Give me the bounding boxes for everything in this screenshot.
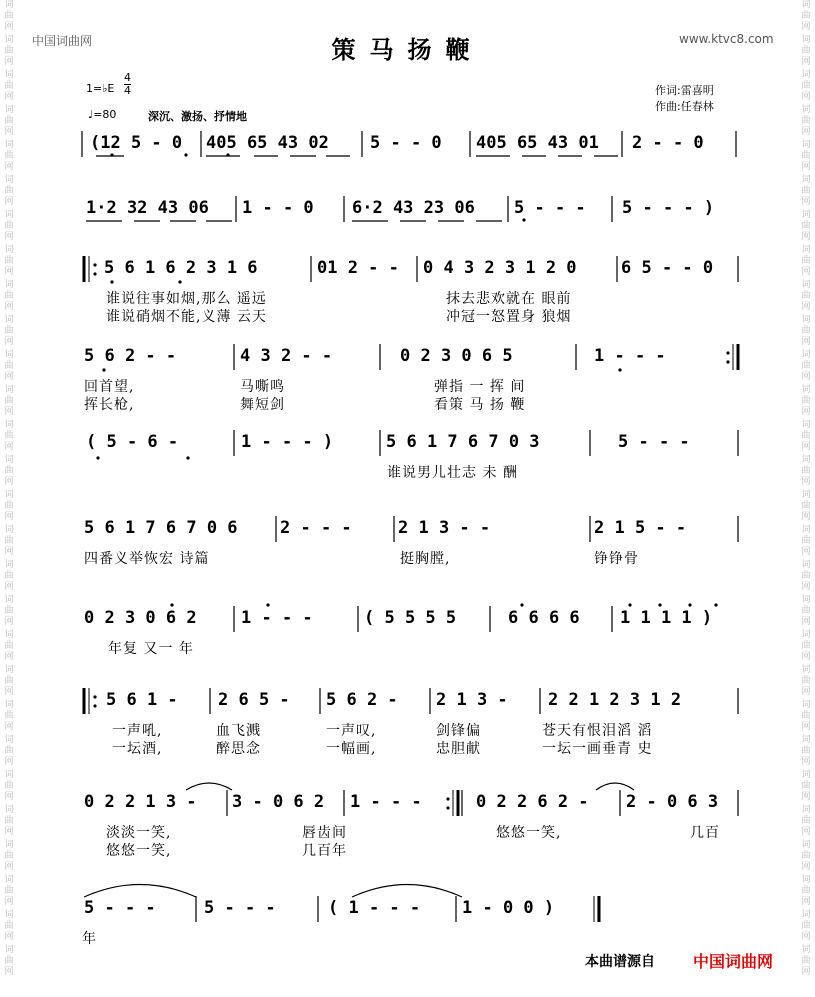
- watermark-char: 网: [4, 862, 14, 872]
- watermark-char: 曲: [4, 816, 14, 826]
- key-prefix: 1=: [86, 82, 103, 95]
- watermark-char: 曲: [801, 641, 811, 651]
- watermark-char: 曲: [4, 151, 14, 161]
- watermark-char: 网: [4, 687, 14, 697]
- watermark-char: 曲: [801, 81, 811, 91]
- watermark-char: 网: [4, 897, 14, 907]
- watermark-char: 词: [4, 245, 14, 255]
- repeat-dot: [446, 797, 449, 800]
- watermark-char: 网: [4, 512, 14, 522]
- watermark-char: 词: [4, 385, 14, 395]
- watermark-char: 网: [801, 757, 811, 767]
- measure-notes: 5 - - -: [204, 898, 276, 918]
- time-top: 4: [124, 71, 131, 84]
- watermark-char: 曲: [801, 256, 811, 266]
- measure-notes: ( 5 5 5 5: [364, 608, 457, 628]
- site-name-left: 中国词曲网: [32, 34, 93, 48]
- slur: [352, 885, 462, 898]
- watermark-char: 曲: [801, 606, 811, 616]
- lyric-verse-1: 淡淡一笑,: [106, 825, 172, 841]
- watermark-char: 曲: [801, 956, 811, 966]
- watermark-char: 词: [4, 525, 14, 535]
- lyric-verse-1: 马嘶鸣: [240, 379, 285, 395]
- watermark-char: 词: [801, 770, 811, 780]
- watermark-char: 曲: [801, 851, 811, 861]
- measure-notes: 1·2 32 43 06: [86, 198, 209, 218]
- watermark-char: 网: [801, 57, 811, 67]
- watermark-char: 曲: [4, 326, 14, 336]
- octave-dot: [520, 603, 523, 606]
- watermark-char: 词: [801, 280, 811, 290]
- watermark-char: 词: [801, 35, 811, 45]
- watermark-char: 网: [4, 652, 14, 662]
- tempo-value: =80: [93, 108, 117, 121]
- watermark-char: 网: [4, 197, 14, 207]
- watermark-char: 网: [801, 862, 811, 872]
- lyric-verse-1: 几百: [690, 825, 720, 841]
- lyric-verse-2: 忠胆献: [436, 741, 481, 757]
- watermark-char: 网: [4, 302, 14, 312]
- watermark-char: 网: [801, 932, 811, 942]
- watermark-char: 网: [4, 372, 14, 382]
- watermark-char: 曲: [801, 431, 811, 441]
- watermark-char: 网: [4, 477, 14, 487]
- watermark-char: 词: [4, 105, 14, 115]
- watermark-char: 曲: [801, 186, 811, 196]
- watermark-char: 词: [4, 140, 14, 150]
- watermark-char: 网: [4, 792, 14, 802]
- measure-notes: 01 2 - -: [317, 258, 399, 278]
- lyric-verse-2: 一坛酒,: [112, 741, 163, 757]
- lyric-verse-2: 悠悠一笑,: [106, 843, 172, 859]
- lyric-verse-1: 苍天有恨泪滔 滔: [542, 723, 653, 739]
- lyric-verse-2: 几百年: [302, 843, 347, 859]
- lyric-verse-2: 看策 马 扬 鞭: [434, 397, 526, 413]
- watermark-char: 网: [4, 442, 14, 452]
- watermark-char: 词: [4, 455, 14, 465]
- watermark-char: 网: [4, 267, 14, 277]
- lyric-verse-1: 悠悠一笑,: [496, 825, 562, 841]
- measure-notes: 3 - 0 6 2: [232, 792, 325, 812]
- lyric-verse-2: 挥长枪,: [84, 397, 135, 413]
- watermark-char: 曲: [4, 221, 14, 231]
- octave-dot: [522, 218, 525, 221]
- watermark-char: 曲: [801, 11, 811, 21]
- watermark-char: 曲: [4, 641, 14, 651]
- watermark-char: 曲: [4, 186, 14, 196]
- lyric-verse-1: 抹去悲欢就在 眼前: [446, 291, 572, 307]
- quarter-note-icon: ♩: [88, 108, 94, 121]
- repeat-dot: [726, 351, 729, 354]
- measure-notes: (12 5 - 0: [90, 133, 183, 153]
- watermark-char: 曲: [4, 571, 14, 581]
- watermark-char: 词: [4, 910, 14, 920]
- measure-notes: 5 - - -: [618, 432, 690, 452]
- watermark-char: 曲: [4, 956, 14, 966]
- octave-dot: [110, 280, 113, 283]
- watermark-char: 网: [801, 302, 811, 312]
- octave-dot: [266, 603, 269, 606]
- watermark-char: 曲: [4, 116, 14, 126]
- lyric-verse-2: 醉思念: [216, 741, 261, 757]
- measure-notes: ( 5 - 6 -: [86, 432, 179, 452]
- measure-notes: 0 4 3 2 3 1 2 0: [423, 258, 577, 278]
- watermark-char: 网: [801, 827, 811, 837]
- time-bottom: 4: [124, 84, 131, 97]
- lyric-verse-1: 剑锋偏: [436, 723, 481, 739]
- slur: [596, 783, 634, 790]
- measure-notes: 1 - - - ): [241, 432, 334, 452]
- octave-dot: [184, 153, 187, 156]
- watermark-char: 网: [801, 162, 811, 172]
- lyric-verse-2: 一幅画,: [326, 741, 377, 757]
- watermark-char: 网: [801, 267, 811, 277]
- watermark-char: 网: [4, 92, 14, 102]
- flat-sign: ♭: [102, 82, 108, 95]
- watermark-char: 网: [4, 932, 14, 942]
- lyric-verse-1: 一声叹,: [326, 723, 377, 739]
- watermark-char: 网: [801, 652, 811, 662]
- watermark-char: 词: [4, 630, 14, 640]
- measure-notes: 2 1 3 -: [436, 690, 508, 710]
- watermark-char: 网: [801, 687, 811, 697]
- watermark-char: 曲: [4, 501, 14, 511]
- watermark-char: 网: [801, 617, 811, 627]
- watermark-char: 网: [4, 22, 14, 32]
- watermark-char: 网: [801, 512, 811, 522]
- lyric-verse-1: 铮铮骨: [594, 551, 639, 567]
- measure-notes: 5 6 1 7 6 7 0 3: [386, 432, 540, 452]
- watermark-char: 词: [4, 770, 14, 780]
- watermark-char: 网: [4, 407, 14, 417]
- watermark-char: 词: [801, 945, 811, 955]
- watermark-char: 曲: [4, 46, 14, 56]
- watermark-char: 词: [801, 140, 811, 150]
- measure-notes: 0 2 3 0 6 2: [84, 608, 197, 628]
- watermark-char: 曲: [801, 151, 811, 161]
- measure-notes: 5 - - -: [84, 898, 156, 918]
- watermark-char: 曲: [4, 676, 14, 686]
- watermark-char: 词: [4, 875, 14, 885]
- watermark-char: 词: [801, 210, 811, 220]
- repeat-dot: [93, 704, 96, 707]
- watermark-char: 词: [801, 105, 811, 115]
- watermark-char: 网: [801, 407, 811, 417]
- watermark-char: 网: [801, 967, 811, 977]
- measure-notes: 2 - - -: [280, 518, 352, 538]
- lyric-verse-2: 舞短剑: [240, 397, 285, 413]
- measure-notes: 6·2 43 23 06: [352, 198, 475, 218]
- watermark-char: 网: [801, 547, 811, 557]
- expression-marking: 深沉、激扬、抒情地: [148, 110, 247, 123]
- watermark-char: 词: [4, 700, 14, 710]
- lyric-verse-1: 唇齿间: [302, 825, 347, 841]
- watermark-char: 网: [801, 722, 811, 732]
- watermark-char: 词: [4, 280, 14, 290]
- watermark-char: 网: [801, 22, 811, 32]
- watermark-char: 词: [801, 490, 811, 500]
- measure-notes: 5 6 2 -: [326, 690, 398, 710]
- watermark-char: 曲: [801, 921, 811, 931]
- watermark-char: 词: [4, 805, 14, 815]
- octave-dot: [618, 368, 621, 371]
- measure-notes: 2 - 0 6 3: [626, 792, 719, 812]
- watermark-char: 词: [801, 385, 811, 395]
- watermark-char: 词: [801, 245, 811, 255]
- watermark-char: 网: [4, 127, 14, 137]
- watermark-char: 网: [4, 547, 14, 557]
- watermark-char: 曲: [4, 11, 14, 21]
- watermark-char: 词: [801, 455, 811, 465]
- watermark-char: 词: [4, 595, 14, 605]
- watermark-char: 曲: [4, 431, 14, 441]
- lyric-verse-2: 冲冠一怒置身 狼烟: [446, 309, 572, 325]
- watermark-char: 曲: [4, 781, 14, 791]
- watermark-char: 词: [801, 630, 811, 640]
- watermark-char: 网: [4, 757, 14, 767]
- watermark-char: 曲: [4, 746, 14, 756]
- lyric-verse-1: 谁说往事如烟,那么 遥远: [106, 291, 267, 307]
- octave-dot: [96, 456, 99, 459]
- octave-dot: [178, 280, 181, 283]
- measure-notes: 2 2 1 2 3 1 2: [548, 690, 682, 710]
- watermark-char: 曲: [801, 361, 811, 371]
- watermark-char: 网: [801, 92, 811, 102]
- watermark-char: 曲: [801, 501, 811, 511]
- watermark-char: 曲: [801, 571, 811, 581]
- watermark-char: 词: [4, 70, 14, 80]
- measure-notes: 2 6 5 -: [218, 690, 290, 710]
- watermark-char: 曲: [4, 396, 14, 406]
- watermark-char: 曲: [4, 606, 14, 616]
- watermark-char: 词: [801, 595, 811, 605]
- octave-dot: [628, 603, 631, 606]
- watermark-char: 网: [801, 897, 811, 907]
- octave-dot: [186, 456, 189, 459]
- watermark-char: 曲: [801, 816, 811, 826]
- measure-notes: 1 - - -: [594, 346, 666, 366]
- measure-notes: 5 6 1 6 2 3 1 6: [104, 258, 258, 278]
- measure-notes: 0 2 2 6 2 -: [476, 792, 589, 812]
- lyric-verse-1: 挺胸膛,: [400, 551, 451, 567]
- watermark-char: 网: [801, 442, 811, 452]
- key-note: E: [107, 82, 115, 95]
- watermark-char: 词: [4, 490, 14, 500]
- measure-notes: 2 - - 0: [632, 133, 704, 153]
- slur: [84, 885, 196, 898]
- watermark-char: 词: [801, 0, 811, 10]
- measure-notes: 0 2 3 0 6 5: [400, 346, 513, 366]
- watermark-char: 曲: [4, 81, 14, 91]
- watermark-char: 曲: [4, 851, 14, 861]
- measure-notes: 5 - - -: [514, 198, 586, 218]
- watermark-char: 词: [4, 665, 14, 675]
- measure-notes: 5 6 2 - -: [84, 346, 177, 366]
- site-url-right: www.ktvc8.com: [679, 32, 774, 46]
- lyric-verse-1: 谁说男儿壮志 未 酬: [387, 465, 518, 481]
- measure-notes: 5 - - 0: [370, 133, 442, 153]
- watermark-char: 词: [801, 350, 811, 360]
- slur: [186, 783, 232, 790]
- repeat-dot: [93, 695, 96, 698]
- measure-notes: 1 1 1 1 ): [620, 608, 713, 628]
- watermark-char: 曲: [801, 326, 811, 336]
- lyric-verse-2: 谁说硝烟不能,义薄 云天: [106, 309, 267, 325]
- watermark-char: 词: [4, 315, 14, 325]
- source-link[interactable]: 中国词曲网: [693, 952, 774, 971]
- watermark-char: 网: [801, 792, 811, 802]
- measure-notes: 0 2 2 1 3 -: [84, 792, 197, 812]
- watermark-char: 网: [4, 617, 14, 627]
- watermark-char: 曲: [4, 361, 14, 371]
- watermark-char: 词: [801, 175, 811, 185]
- lyric-verse-2: 一坛一画垂青 史: [542, 741, 653, 757]
- watermark-char: 曲: [4, 291, 14, 301]
- watermark-char: 网: [4, 582, 14, 592]
- watermark-char: 词: [801, 840, 811, 850]
- watermark-char: 词: [4, 35, 14, 45]
- watermark-char: 网: [4, 722, 14, 732]
- watermark-char: 词: [4, 840, 14, 850]
- measure-notes: 405 65 43 02: [206, 133, 329, 153]
- lyric-verse-1: 年复 又一 年: [108, 641, 194, 657]
- measure-notes: 2 1 5 - -: [594, 518, 687, 538]
- repeat-dot: [93, 272, 96, 275]
- watermark-char: 曲: [801, 711, 811, 721]
- watermark-char: 曲: [801, 886, 811, 896]
- measure-notes: 1 - - -: [350, 792, 422, 812]
- watermark-char: 词: [4, 420, 14, 430]
- repeat-dot: [446, 806, 449, 809]
- watermark-char: 词: [801, 910, 811, 920]
- lyricist-credit: 作词:雷喜明: [655, 84, 714, 97]
- octave-dot: [170, 603, 173, 606]
- measure-notes: 5 6 1 -: [106, 690, 178, 710]
- watermark-char: 词: [4, 0, 14, 10]
- watermark-char: 曲: [4, 466, 14, 476]
- watermark-char: 曲: [801, 116, 811, 126]
- measure-notes: 5 6 1 7 6 7 0 6: [84, 518, 238, 538]
- watermark-char: 网: [801, 232, 811, 242]
- lyric-verse-1: 回首望,: [84, 379, 135, 395]
- watermark-char: 词: [801, 70, 811, 80]
- measure-notes: 6 6 6 6: [508, 608, 580, 628]
- watermark-char: 词: [801, 420, 811, 430]
- lyric-verse-1: 一声吼,: [112, 723, 163, 739]
- watermark-char: 曲: [4, 256, 14, 266]
- watermark-char: 网: [4, 967, 14, 977]
- watermark-char: 词: [801, 560, 811, 570]
- watermark-char: 词: [801, 805, 811, 815]
- composer-credit: 作曲:任春林: [655, 100, 714, 113]
- watermark-char: 网: [801, 127, 811, 137]
- watermark-char: 词: [4, 175, 14, 185]
- lyric-verse-1: 年: [82, 931, 97, 947]
- lyric-verse-1: 四番义举恢宏 诗篇: [84, 551, 210, 567]
- measure-notes: 1 - - 0: [242, 198, 314, 218]
- watermark-char: 曲: [801, 536, 811, 546]
- measure-notes: 6 5 - - 0: [621, 258, 714, 278]
- measure-notes: 4 3 2 - -: [240, 346, 333, 366]
- watermark-char: 曲: [801, 466, 811, 476]
- measure-notes: 5 - - - ): [622, 198, 715, 218]
- watermark-char: 网: [801, 582, 811, 592]
- watermark-char: 词: [4, 735, 14, 745]
- watermark-char: 词: [801, 665, 811, 675]
- watermark-char: 网: [801, 477, 811, 487]
- watermark-char: 词: [801, 315, 811, 325]
- octave-dot: [714, 603, 717, 606]
- repeat-dot: [726, 360, 729, 363]
- watermark-char: 网: [801, 372, 811, 382]
- repeat-dot: [93, 263, 96, 266]
- watermark-char: 词: [4, 560, 14, 570]
- measure-notes: 1 - - -: [241, 608, 313, 628]
- watermark-char: 网: [4, 827, 14, 837]
- watermark-char: 词: [801, 700, 811, 710]
- watermark-char: 词: [4, 350, 14, 360]
- octave-dot: [688, 603, 691, 606]
- watermark-char: 曲: [4, 536, 14, 546]
- watermark-char: 词: [801, 525, 811, 535]
- lyric-verse-1: 血飞溅: [216, 723, 261, 739]
- source-label: 本曲谱源自: [585, 954, 655, 970]
- watermark-char: 网: [801, 337, 811, 347]
- watermark-char: 词: [801, 735, 811, 745]
- watermark-char: 曲: [801, 746, 811, 756]
- watermark-char: 网: [4, 337, 14, 347]
- watermark-char: 词: [4, 945, 14, 955]
- watermark-char: 网: [4, 162, 14, 172]
- watermark-char: 词: [4, 210, 14, 220]
- watermark-char: 曲: [801, 291, 811, 301]
- watermark-char: 曲: [801, 221, 811, 231]
- song-title: 策马扬鞭: [331, 36, 484, 64]
- octave-dot: [658, 603, 661, 606]
- lyric-verse-1: 弹指 一 挥 间: [434, 379, 526, 395]
- watermark-char: 网: [801, 197, 811, 207]
- measure-notes: 2 1 3 - -: [398, 518, 491, 538]
- watermark-char: 曲: [801, 46, 811, 56]
- watermark-char: 曲: [801, 676, 811, 686]
- watermark-char: 曲: [801, 396, 811, 406]
- watermark-char: 曲: [4, 921, 14, 931]
- measure-notes: 405 65 43 01: [476, 133, 599, 153]
- watermark-char: 网: [4, 232, 14, 242]
- watermark-char: 网: [4, 57, 14, 67]
- watermark-char: 曲: [801, 781, 811, 791]
- watermark-char: 词: [801, 875, 811, 885]
- octave-dot: [102, 368, 105, 371]
- watermark-char: 曲: [4, 711, 14, 721]
- measure-notes: 1 - 0 0 ): [462, 898, 555, 918]
- watermark-char: 曲: [4, 886, 14, 896]
- measure-notes: ( 1 - - -: [328, 898, 421, 918]
